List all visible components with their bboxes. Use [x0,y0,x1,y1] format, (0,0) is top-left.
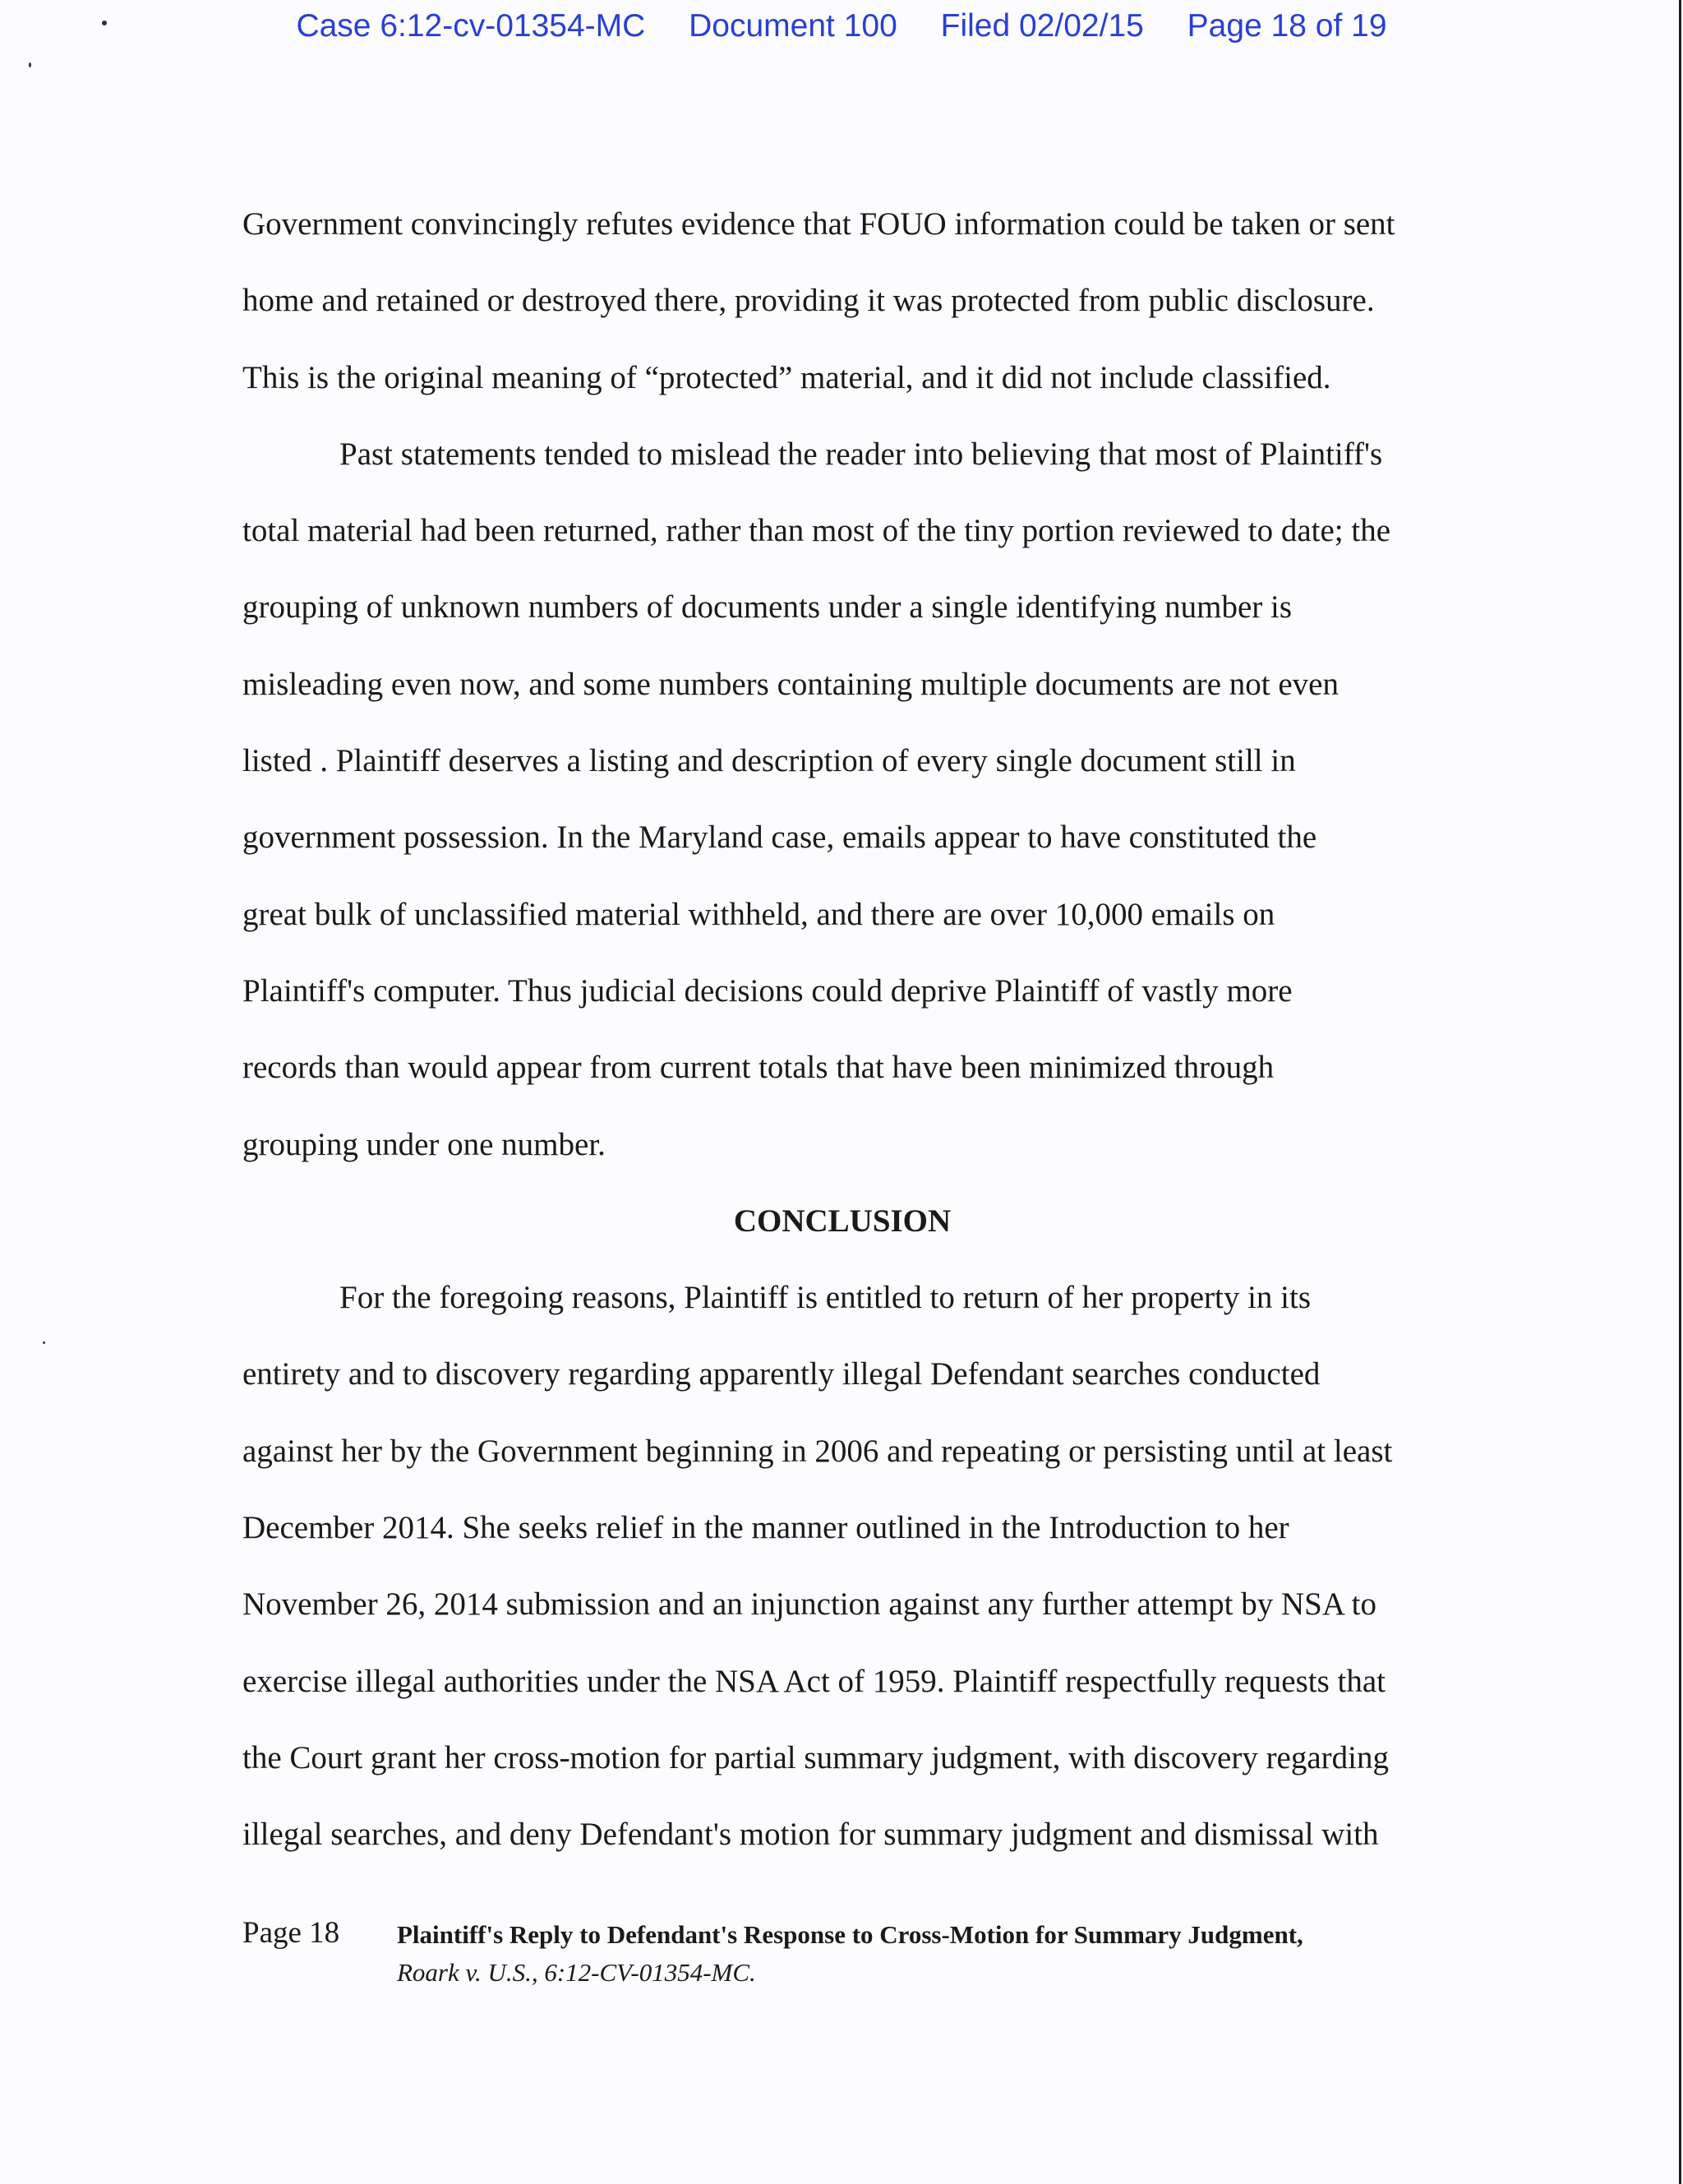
section-heading: CONCLUSION [733,1203,952,1239]
body-line: illegal searches, and deny Defendant's motion for summary judgment and dismissal with [242,1817,1379,1853]
body-line: records than would appear from current totals that have been minimized through [242,1050,1275,1086]
body-line: For the foregoing reasons, Plaintiff is entitled to return of her property in its [339,1280,1312,1316]
body-line: grouping of unknown numbers of documents under a single identifying number is [242,589,1293,626]
footer-case-citation [385,1958,756,1988]
body-line: exercise illegal authorities under the NSA Act of 1959. Plaintiff respectfully requests that [242,1663,1386,1699]
body-line: December 2014. She seeks relief in the manner outlined in the Introduction to her [242,1510,1289,1546]
body-line: entirety and to discovery regarding apparently illegal Defendant searches conducted [242,1356,1321,1392]
footer-document-title: Plaintiff's Reply to Defendant's Response to Cross-Motion for Summary Judgment, [397,1920,1303,1949]
body-line: November 26, 2014 submission and an injunction against any further attempt by NSA to [242,1586,1376,1623]
scan-speck [102,21,107,25]
body-line: Plaintiff's computer. Thus judicial decisions could deprive Plaintiff of vastly more [242,972,1293,1009]
body-line: government possession. In the Maryland case, emails appear to have constituted the [242,820,1317,856]
footer-page-number: Page 18 [242,1916,340,1950]
page-indicator: Page 18 of 19 [1187,8,1387,44]
body-line: Government convincingly refutes evidence that FOUO information could be taken or sent [242,206,1395,242]
body-line: listed . Plaintiff deserves a listing and description of every single document still in [242,743,1296,779]
body-line: grouping under one number. [242,1126,606,1162]
ecf-header-stamp [0,8,1683,44]
body-line: Past statements tended to mislead the reader into believing that most of Plaintiff's [339,436,1383,472]
filed-date: Filed 02/02/15 [940,8,1144,44]
scan-edge-line [1679,0,1681,2184]
body-line: This is the original meaning of “protected” material, and it did not include classified. [242,359,1331,395]
body-line: against her by the Government beginning in 2006 and repeating or persisting until at least [242,1433,1393,1469]
scan-speck [43,1341,45,1344]
scan-speck [29,62,31,67]
body-line: home and retained or destroyed there, providing it was protected from public disclosure. [242,283,1375,319]
document-body [242,186,1450,1873]
footer-citation-text: Roark v. U.S., 6:12-CV-01354-MC. [397,1958,756,1987]
case-number: Case 6:12-cv-01354-MC [296,8,646,44]
body-line: great bulk of unclassified material withheld, and there are over 10,000 emails on [242,896,1275,932]
document-number: Document 100 [689,8,897,44]
body-line: the Court grant her cross-motion for partial summary judgment, with discovery regarding [242,1739,1389,1775]
body-line: total material had been returned, rather than most of the tiny portion reviewed to date; the [242,513,1391,549]
body-line: misleading even now, and some numbers containing multiple documents are not even [242,666,1339,702]
